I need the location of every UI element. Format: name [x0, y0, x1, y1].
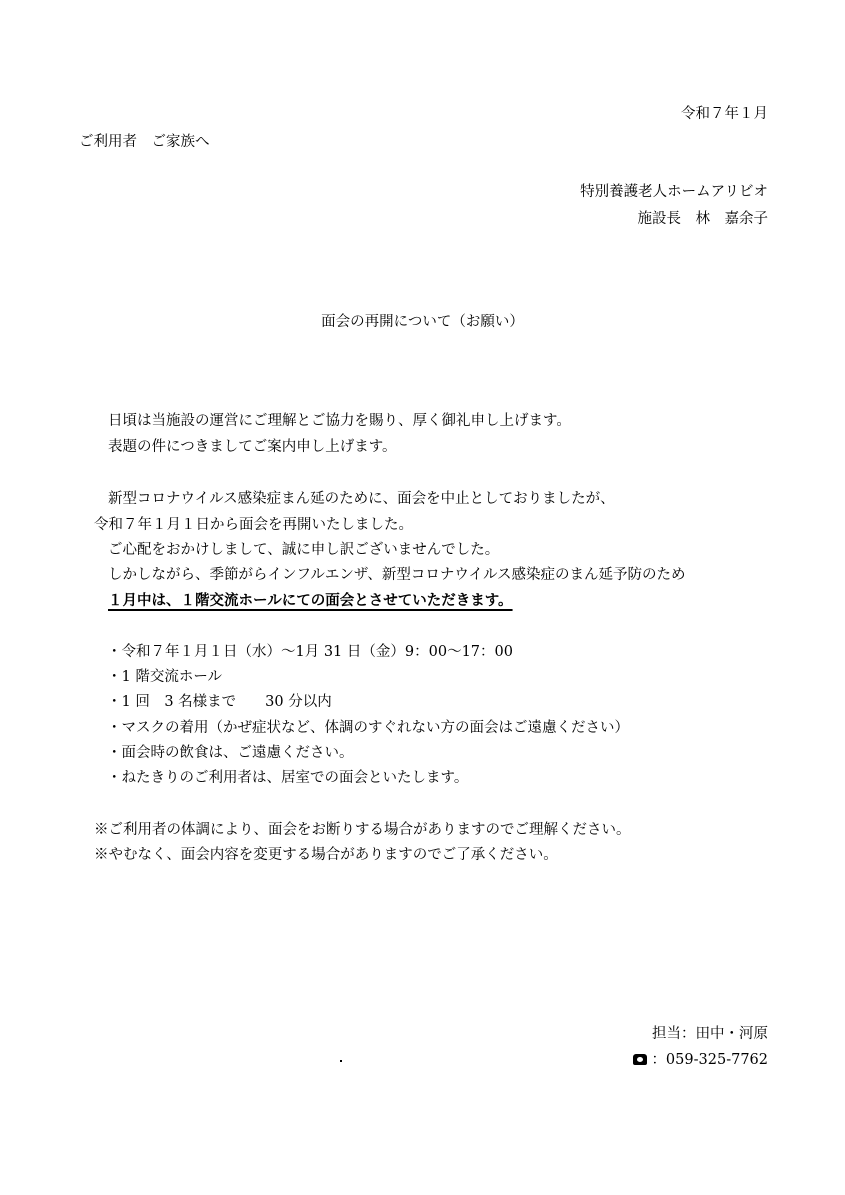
sender-organization: 特別養護老人ホームアリビオ	[580, 184, 768, 200]
greeting-line-2: 表題の件につきましてご案内申し上げます。	[108, 439, 397, 455]
no-eating-item: ・面会時の飲食は、ご遠慮ください。	[107, 745, 354, 761]
note-line-1: ※ご利用者の体調により、面会をお断りする場合がありますのでご理解ください。	[94, 822, 631, 838]
greeting-line-1: 日頃は当施設の運営にご理解とご協力を賜り、厚く御礼申し上げます。	[108, 413, 571, 429]
body-line-4: しかしながら、季節がらインフルエンザ、新型コロナウイルス感染症のまん延予防のため	[108, 567, 686, 583]
stray-dot	[340, 1060, 342, 1062]
body-line-2: 令和７年１月１日から面会を再開いたしました。	[94, 517, 413, 533]
recipient-line: ご利用者 ご家族へ	[79, 134, 210, 150]
note-line-2: ※やむなく、面会内容を変更する場合がありますのでご了承ください。	[94, 847, 558, 863]
visit-location-item: ・1 階交流ホール	[107, 669, 223, 685]
contact-phone	[0, 1053, 768, 1068]
visit-limit-item: ・1 回 3 名様まで 30 分以内	[107, 694, 332, 710]
body-line-3: ご心配をおかけしまして、誠に申し訳ございませんでした。	[108, 542, 500, 558]
sender-name: 施設長 林 嘉余子	[637, 211, 768, 227]
bedridden-visit-item: ・ねたきりのご利用者は、居室での面会といたします。	[107, 770, 469, 786]
body-line-1: 新型コロナウイルス感染症まん延のために、面会を中止としておりましたが、	[108, 491, 615, 507]
visit-schedule-item: ・令和７年１月１日（水）～1月 31 日（金）9：00～17：00	[107, 644, 513, 660]
phone-number: ：059-325-7762	[651, 1052, 768, 1068]
mask-requirement-item: ・マスクの着用（かぜ症状など、体調のすぐれない方の面会はご遠慮ください）	[107, 720, 629, 736]
telephone-icon	[633, 1054, 647, 1065]
issue-date: 令和７年１月	[681, 106, 768, 122]
document-title: 面会の再開について（お願い）	[321, 314, 524, 330]
contact-person: 担当：田中・河原	[652, 1026, 768, 1042]
body-line-5-emphasis: １月中は、１階交流ホールにての面会とさせていただきます。	[108, 592, 513, 609]
